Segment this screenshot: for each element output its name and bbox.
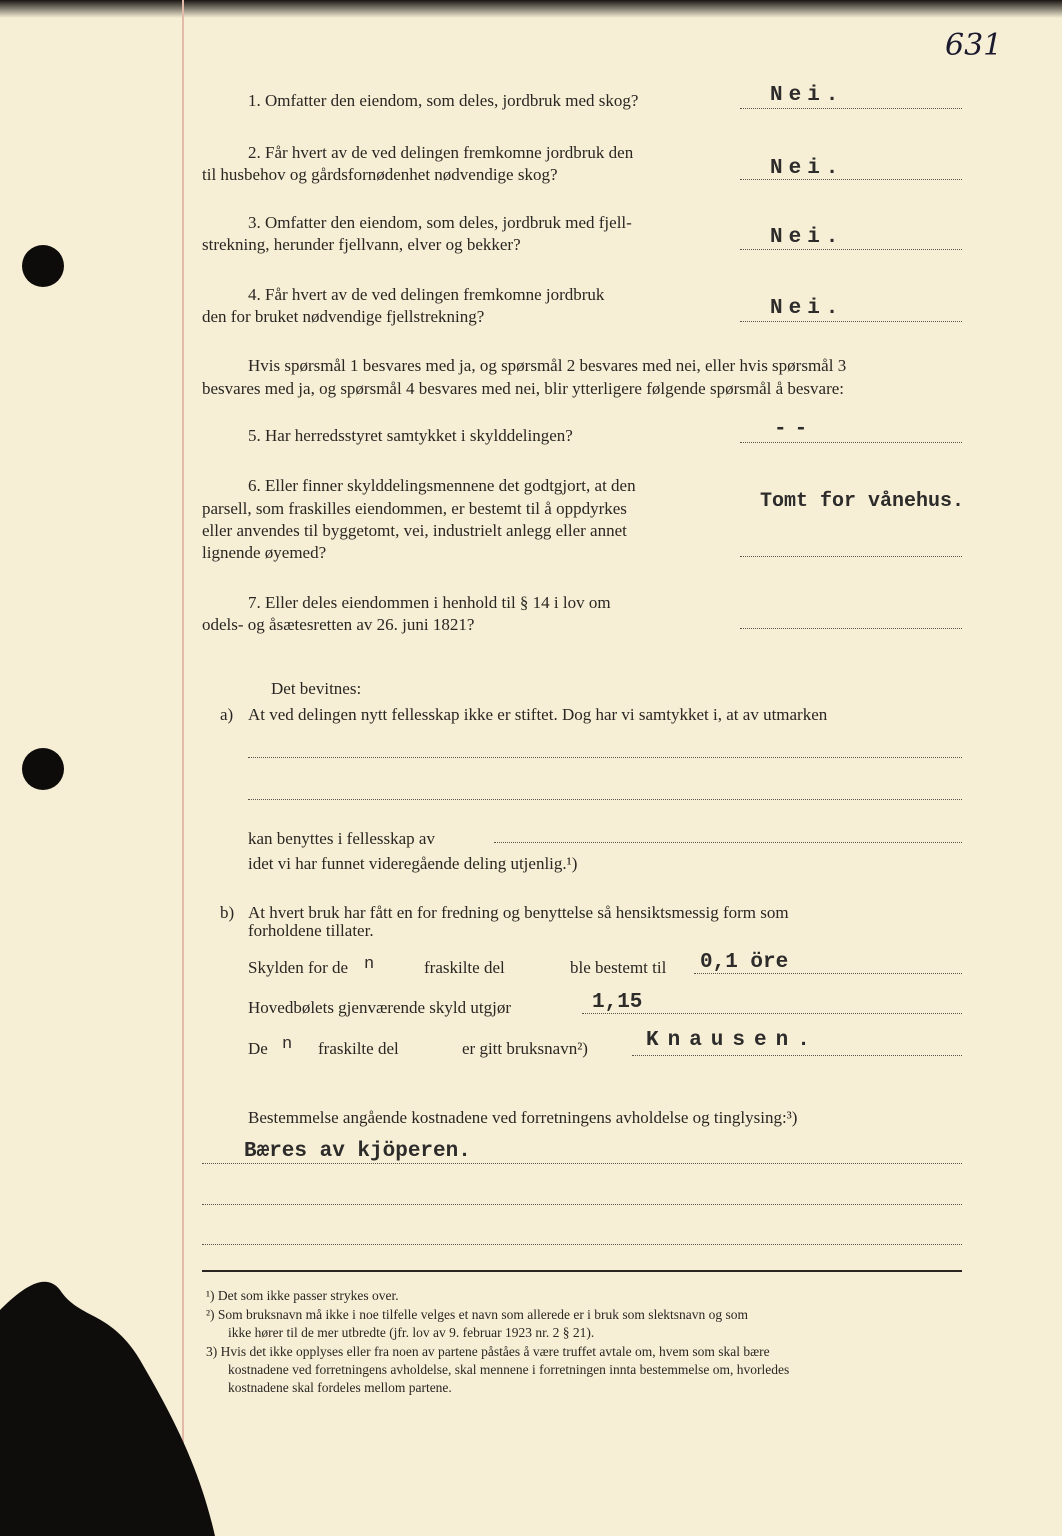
question-5: 5. Har herredsstyret samtykket i skylddelingen?	[248, 426, 573, 445]
footnote-3-line3: kostnadene skal fordeles mellom partene.	[228, 1380, 452, 1395]
question-6-line2: parsell, som fraskilles eiendommen, er bestemt til å oppdyrkes	[202, 499, 627, 518]
hovedbol-label: Hovedbølets gjenværende skyld utgjør	[248, 998, 511, 1017]
blank-line	[202, 1244, 962, 1245]
attest-a-text: At ved delingen nytt fellesskap ikke er stiftet. Dog har vi samtykket i, at av utmarken	[248, 705, 828, 724]
footnote-2-line2: ikke hører til de mer utbredte (jfr. lov av 9. februar 1923 nr. 2 § 21).	[228, 1325, 595, 1340]
attest-a-reason: idet vi har funnet videregående deling utjenlig.¹)	[248, 854, 578, 873]
attest-b-marker: b)	[220, 903, 235, 922]
answer-6: Tomt for vånehus.	[760, 490, 965, 513]
kostnader-value: Bæres av kjöperen.	[244, 1140, 471, 1163]
question-3-line1: 3. Omfatter den eiendom, som deles, jordbruk med fjell-	[248, 213, 632, 232]
answer-line	[740, 628, 962, 629]
question-1: 1. Omfatter den eiendom, som deles, jordbruk med skog?	[248, 91, 639, 110]
blank-line	[202, 1204, 962, 1205]
question-2-line2: til husbehov og gårdsfornødenhet nødvendige skog?	[202, 165, 558, 184]
bruksnavn-label-3: er gitt bruksnavn²)	[462, 1039, 588, 1058]
footnote-2-line1: ²) Som bruksnavn må ikke i noe tilfelle velges et navn som allerede er i bruk som slektsnavn og som	[206, 1307, 749, 1322]
answer-line	[202, 1163, 962, 1164]
question-6-line1: 6. Eller finner skylddelingsmennene det godtgjort, at den	[248, 476, 636, 495]
attest-heading: Det bevitnes:	[271, 679, 362, 698]
question-4-line2: den for bruket nødvendige fjellstrekning?	[202, 307, 485, 326]
footnote-3-line2: kostnadene ved forretningens avholdelse, skal mennene i forretningen innta bestemmelse om, hvorledes	[228, 1362, 790, 1377]
skyld-label: Skylden for de	[248, 958, 349, 977]
answer-2: Nei.	[770, 157, 845, 180]
blank-line	[494, 842, 962, 843]
skyld-value: 0,1 öre	[700, 951, 789, 974]
conditional-intro-line1: Hvis spørsmål 1 besvares med ja, og spørsmål 2 besvares med nei, eller hvis spørsmål 3	[248, 356, 847, 375]
answer-1: Nei.	[770, 84, 845, 107]
answer-5: --	[774, 418, 816, 441]
answer-line	[740, 556, 962, 557]
scan-top-shadow	[0, 0, 1062, 18]
bruksnavn-label: De	[248, 1039, 268, 1058]
conditional-intro-line2: besvares med ja, og spørsmål 4 besvares med nei, blir ytterligere følgende spørsmål å besvare:	[202, 379, 845, 398]
footnote-3-line1: 3) Hvis det ikke opplyses eller fra noen av partene påståes å være truffet avtale om, hvem som skal bære	[206, 1344, 770, 1359]
question-6-line3: eller anvendes til byggetomt, vei, industrielt anlegg eller annet	[202, 521, 627, 540]
footnote-rule	[202, 1270, 962, 1272]
attest-a-use: kan benyttes i fellesskap av	[248, 829, 435, 848]
question-6-line4: lignende øyemed?	[202, 543, 327, 562]
skyld-label-2: fraskilte del	[424, 958, 505, 977]
answer-line	[740, 249, 962, 250]
skyld-fill: n	[364, 955, 375, 974]
question-3-line2: strekning, herunder fjellvann, elver og bekker?	[202, 235, 521, 254]
answer-3: Nei.	[770, 226, 845, 249]
question-2-line1: 2. Får hvert av de ved delingen fremkomne jordbruk den	[248, 143, 634, 162]
answer-4: Nei.	[770, 297, 845, 320]
skyld-label-3: ble bestemt til	[570, 958, 667, 977]
question-4-line1: 4. Får hvert av de ved delingen fremkomne jordbruk	[248, 285, 605, 304]
kostnader-label: Bestemmelse angående kostnadene ved forretningens avholdelse og tinglysing:³)	[248, 1108, 798, 1127]
attest-b-line1: At hvert bruk har fått en for fredning og benyttelse så hensiktsmessig form som	[248, 903, 789, 922]
bruksnavn-fill: n	[282, 1035, 293, 1054]
page-number: 631	[945, 28, 1003, 63]
answer-line	[740, 321, 962, 322]
answer-line	[740, 108, 962, 109]
attest-a-marker: a)	[220, 705, 234, 724]
bruksnavn-label-2: fraskilte del	[318, 1039, 399, 1058]
punch-hole	[22, 245, 64, 287]
answer-line	[632, 1055, 962, 1056]
attest-b-line2: forholdene tillater.	[248, 921, 374, 940]
punch-hole	[22, 748, 64, 790]
answer-line	[740, 442, 962, 443]
question-7-line1: 7. Eller deles eiendommen i henhold til § 14 i lov om	[248, 593, 611, 612]
blank-line	[248, 799, 962, 800]
blank-line	[248, 757, 962, 758]
bruksnavn-value: Knausen.	[646, 1029, 819, 1052]
footnote-1: ¹) Det som ikke passer strykes over.	[206, 1288, 399, 1303]
hovedbol-value: 1,15	[592, 991, 643, 1014]
question-7-line2: odels- og åsætesretten av 26. juni 1821?	[202, 615, 475, 634]
